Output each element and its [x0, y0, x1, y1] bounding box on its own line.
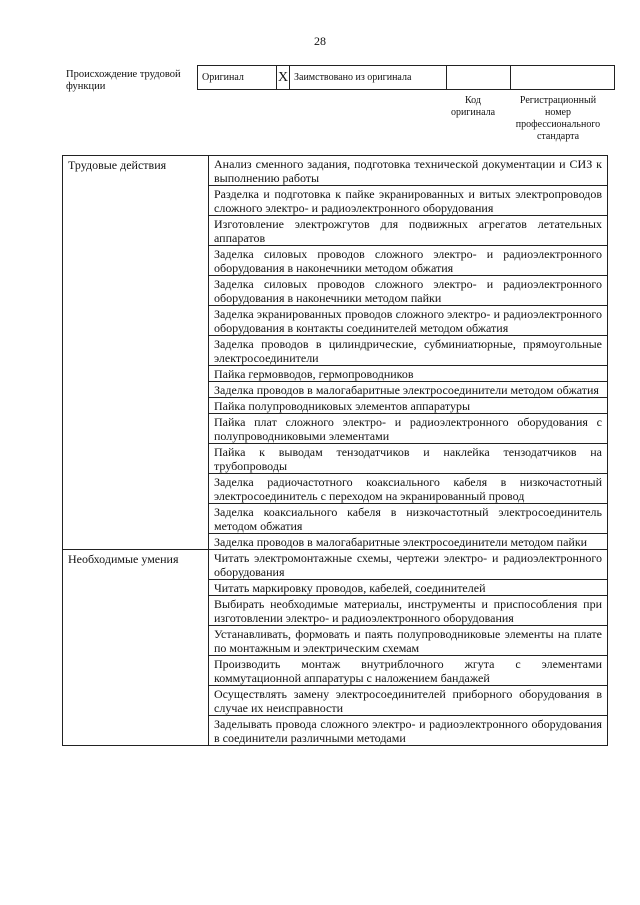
labor-actions-item: Заделка проводов в малогабаритные электросоединители методом обжатия: [209, 382, 608, 398]
reg-caption: Регистрационный номер профессионального стандарта: [515, 95, 601, 142]
page-number: 28: [314, 34, 326, 48]
original-mark: X: [277, 66, 290, 90]
required-skills-item: Выбирать необходимые материалы, инструменты и приспособления при изготовлении электро- и радиоэлектронного оборудования: [209, 596, 608, 626]
labor-actions-item: Пайка к выводам тензодатчиков и наклейка тензодатчиков на трубопроводы: [209, 444, 608, 474]
code-cell: [447, 66, 511, 90]
required-skills-item: Заделывать провода сложного электро- и радиоэлектронного оборудования в соединители различными методами: [209, 716, 608, 746]
labor-actions-item: Разделка и подготовка к пайке экранированных и витых электропроводов сложного электро- и радиоэлектронного оборудования: [209, 186, 608, 216]
labor-actions-item: Заделка коаксиального кабеля в низкочастотный электросоединитель методом обжатия: [209, 504, 608, 534]
table-row: [63, 156, 608, 186]
code-caption: Код оригинала: [450, 95, 496, 118]
labor-actions-label: Трудовые действия: [63, 156, 209, 550]
labor-actions-item: Заделка силовых проводов сложного электро- и радиоэлектронного оборудования в наконечники методом обжатия: [209, 246, 608, 276]
required-skills-item: Читать маркировку проводов, кабелей, соединителей: [209, 580, 608, 596]
function-table: [62, 155, 608, 746]
origin-label: Происхождение трудовой функции: [66, 69, 181, 92]
required-skills-item: Устанавливать, формовать и паять полупроводниковые элементы на плате по монтажным и электрическим схемам: [209, 626, 608, 656]
reg-number-cell: [511, 66, 615, 90]
labor-actions-item: Пайка гермовводов, гермопроводников: [209, 366, 608, 382]
labor-actions-item: Пайка плат сложного электро- и радиоэлектронного оборудования с полупроводниковыми элементами: [209, 414, 608, 444]
labor-actions-item: Заделка силовых проводов сложного электро- и радиоэлектронного оборудования в наконечники методом пайки: [209, 276, 608, 306]
required-skills-label: Необходимые умения: [63, 550, 209, 746]
borrowed-cell: Заимствовано из оригинала: [290, 66, 447, 90]
labor-actions-item: Заделка экранированных проводов сложного электро- и радиоэлектронного оборудования в контакты соединителей методом обжатия: [209, 306, 608, 336]
labor-actions-item: Анализ сменного задания, подготовка технической документации и СИЗ к выполнению работы: [209, 156, 608, 186]
labor-actions-item: Заделка радиочастотного коаксиального кабеля в низкочастотный электросоединитель с переходом на экранированный провод: [209, 474, 608, 504]
required-skills-item: Производить монтаж внутриблочного жгута с элементами коммутационной аппаратуры с наложением бандажей: [209, 656, 608, 686]
labor-actions-item: Заделка проводов в цилиндрические, субминиатюрные, прямоугольные электросоединители: [209, 336, 608, 366]
labor-actions-item: Пайка полупроводниковых элементов аппаратуры: [209, 398, 608, 414]
table-row: [63, 550, 608, 580]
labor-actions-item: Изготовление электрожгутов для подвижных агрегатов летательных аппаратов: [209, 216, 608, 246]
original-cell: Оригинал: [198, 66, 277, 90]
origin-table: [197, 65, 615, 90]
required-skills-item: Осуществлять замену электросоединителей приборного оборудования в случае их неисправности: [209, 686, 608, 716]
required-skills-item: Читать электромонтажные схемы, чертежи электро- и радиоэлектронного оборудования: [209, 550, 608, 580]
labor-actions-item: Заделка проводов в малогабаритные электросоединители методом пайки: [209, 534, 608, 550]
